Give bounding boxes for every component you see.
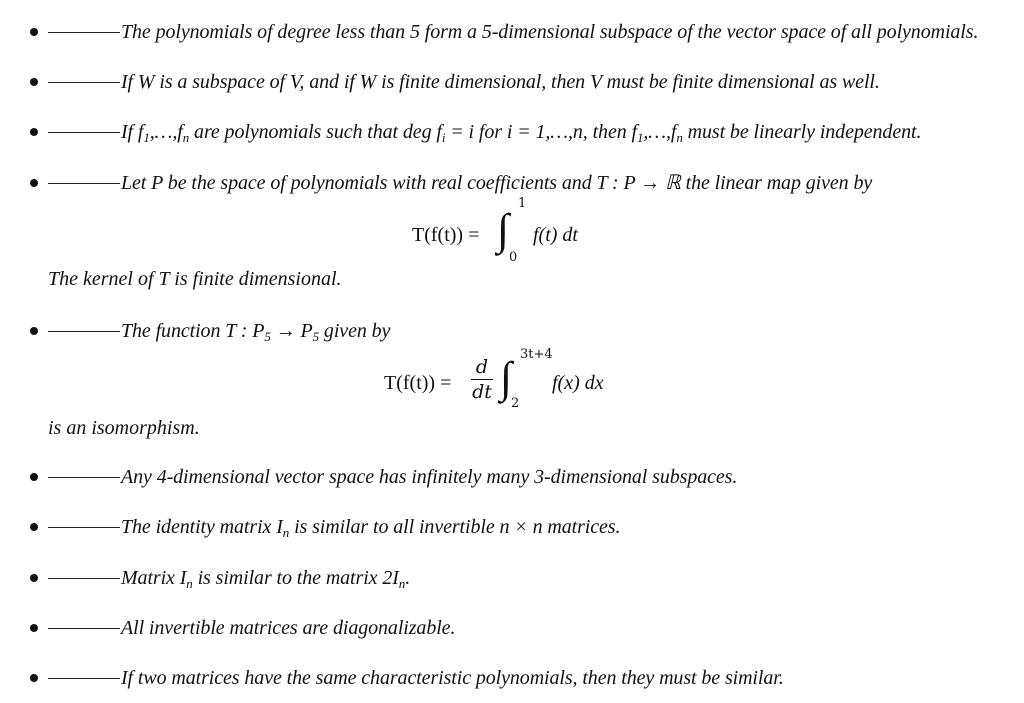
answer-blank[interactable] <box>48 183 120 184</box>
bullet-icon <box>30 128 38 136</box>
statement-part: are polynomials such that deg f <box>189 121 442 143</box>
answer-blank[interactable] <box>48 32 120 33</box>
fraction-bar <box>471 379 493 380</box>
bullet-icon <box>30 78 38 86</box>
statement-continuation: The kernel of T is finite dimensional. <box>48 268 342 290</box>
equation-lhs: T(f(t)) = <box>384 372 452 394</box>
answer-blank[interactable] <box>48 82 120 83</box>
statement-item <box>0 316 1024 346</box>
bullet-icon <box>30 28 38 36</box>
fraction-numerator: d <box>475 356 489 378</box>
integral-sign-icon: ∫ <box>500 353 513 402</box>
statement-part: Matrix I <box>121 567 187 589</box>
subscript: 5 <box>312 329 320 344</box>
statement-part: ,…,f <box>149 121 183 143</box>
statement-part: ,…,f <box>643 121 677 143</box>
subscript: i <box>441 130 446 145</box>
integrand: f(t) dt <box>533 224 578 246</box>
statement-text <box>121 512 620 548</box>
subscript: 1 <box>143 130 150 145</box>
integral-sign-icon: ∫ <box>497 205 510 254</box>
statement-part: The function T : P <box>121 320 265 342</box>
answer-blank[interactable] <box>48 331 120 332</box>
subscript: n <box>186 576 193 591</box>
statement-item <box>0 613 1024 643</box>
answer-blank[interactable] <box>48 628 120 629</box>
bullet-icon <box>30 327 38 335</box>
subscript: n <box>282 525 290 540</box>
statement-part: is similar to the matrix 2I <box>192 567 399 589</box>
answer-blank[interactable] <box>48 527 120 528</box>
bullet-icon <box>30 473 38 481</box>
statement-item <box>0 663 1024 693</box>
bullet-icon <box>30 674 38 682</box>
integral-lower-limit: 0 <box>509 250 518 265</box>
statement-text <box>121 563 410 599</box>
integral-lower-limit: 2 <box>511 396 520 411</box>
statement-text: Any 4-dimensional vector space has infinitely many 3-dimensional subspaces. <box>121 466 738 488</box>
statement-item <box>0 168 1024 198</box>
statement-text: If two matrices have the same characteristic polynomials, then they must be similar. <box>121 667 784 689</box>
statement-item <box>0 17 1024 47</box>
statement-item <box>0 117 1024 147</box>
statement-part: is similar to all invertible n × n matrices. <box>289 516 621 538</box>
statement-text: Let P be the space of polynomials with real coefficients and T : P → ℝ the linear map given by <box>121 172 873 194</box>
subscript: 5 <box>264 329 271 344</box>
statement-part: must be linearly independent. <box>682 121 922 143</box>
statement-part: → P <box>270 320 313 342</box>
fraction-denominator: dt <box>472 381 492 403</box>
bullet-icon <box>30 624 38 632</box>
bullet-icon <box>30 523 38 531</box>
integral-upper-limit: 3t+4 <box>520 347 553 362</box>
integrand: f(x) dx <box>552 372 604 394</box>
subscript: 1 <box>636 130 644 145</box>
answer-blank[interactable] <box>48 132 120 133</box>
statement-part: given by <box>319 320 391 342</box>
statement-item <box>0 462 1024 492</box>
subscript: n <box>182 130 190 145</box>
equation-lhs: T(f(t)) = <box>412 224 480 246</box>
statement-part: = i for i = 1,…,n, then f <box>445 121 637 143</box>
integral-upper-limit: 1 <box>518 196 527 211</box>
statement-item <box>0 67 1024 97</box>
bullet-icon <box>30 179 38 187</box>
bullet-icon <box>30 574 38 582</box>
subscript: n <box>676 130 683 145</box>
statement-text <box>121 117 921 153</box>
statement-text: All invertible matrices are diagonalizable. <box>121 617 456 639</box>
statement-part: The identity matrix I <box>121 516 283 538</box>
statement-part: If f <box>121 121 144 143</box>
statement-item <box>0 512 1024 542</box>
statement-part: . <box>405 567 411 589</box>
statement-item <box>0 563 1024 593</box>
statement-text: The polynomials of degree less than 5 form a 5-dimensional subspace of the vector space of all polynomials. <box>121 21 979 43</box>
subscript: n <box>398 576 406 591</box>
answer-blank[interactable] <box>48 578 120 579</box>
statement-text <box>121 316 390 352</box>
answer-blank[interactable] <box>48 678 120 679</box>
statement-continuation: is an isomorphism. <box>48 417 200 439</box>
answer-blank[interactable] <box>48 477 120 478</box>
statement-text: If W is a subspace of V, and if W is finite dimensional, then V must be finite dimensional as well. <box>121 71 880 93</box>
derivative-fraction <box>468 356 496 403</box>
